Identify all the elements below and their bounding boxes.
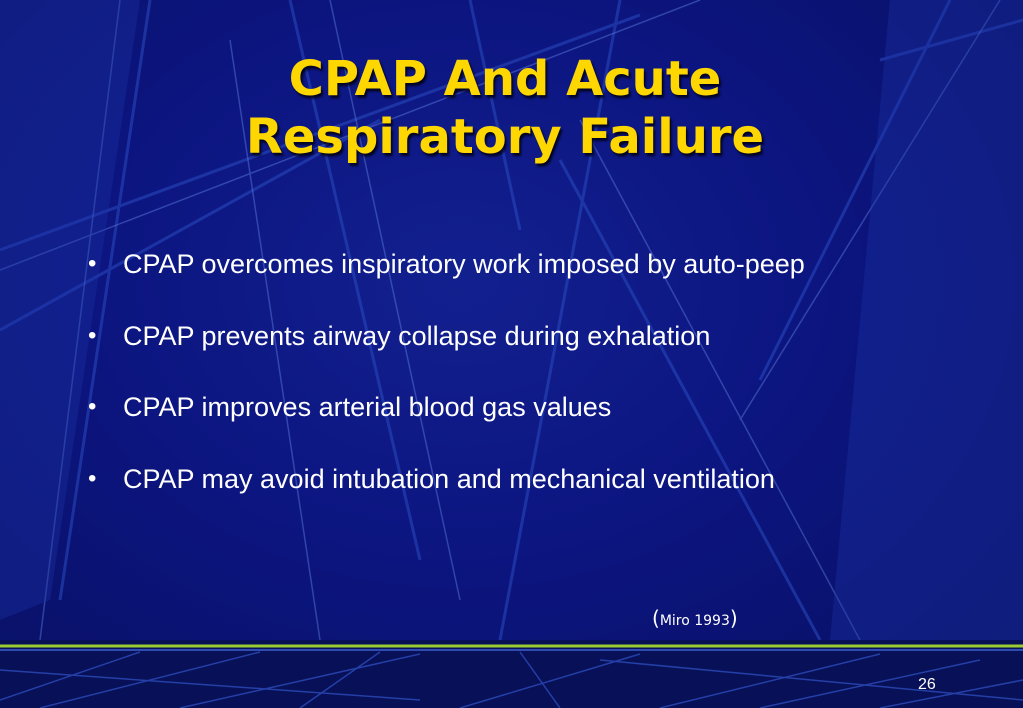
bullet-text: CPAP may avoid intubation and mechanical ventilation (123, 463, 775, 494)
title-line-1: CPAP And Acute (288, 51, 722, 107)
bullet-text: CPAP prevents airway collapse during exhalation (123, 320, 711, 351)
page-number: 26 (918, 676, 936, 693)
bullet-icon: • (88, 393, 97, 420)
bullet-icon: • (88, 464, 97, 492)
bullet-icon: • (88, 250, 97, 277)
citation-open-paren: ( (652, 606, 660, 630)
bullet-item (86, 389, 805, 425)
bullet-item (86, 461, 805, 497)
bullet-item (86, 318, 805, 354)
footer-decoration (0, 640, 1023, 708)
title-line-2: Respiratory Failure (245, 109, 765, 165)
slide-title (0, 50, 1010, 166)
bullet-text: CPAP improves arterial blood gas values (123, 392, 612, 422)
bullet-text: CPAP overcomes inspiratory work imposed by auto-peep (123, 249, 805, 279)
citation-text: Miro 1993 (659, 613, 730, 629)
citation-close-paren: ) (729, 606, 738, 630)
bullet-item (86, 246, 805, 282)
citation (652, 606, 738, 630)
bullet-list (86, 246, 805, 532)
bullet-icon: • (88, 321, 97, 349)
